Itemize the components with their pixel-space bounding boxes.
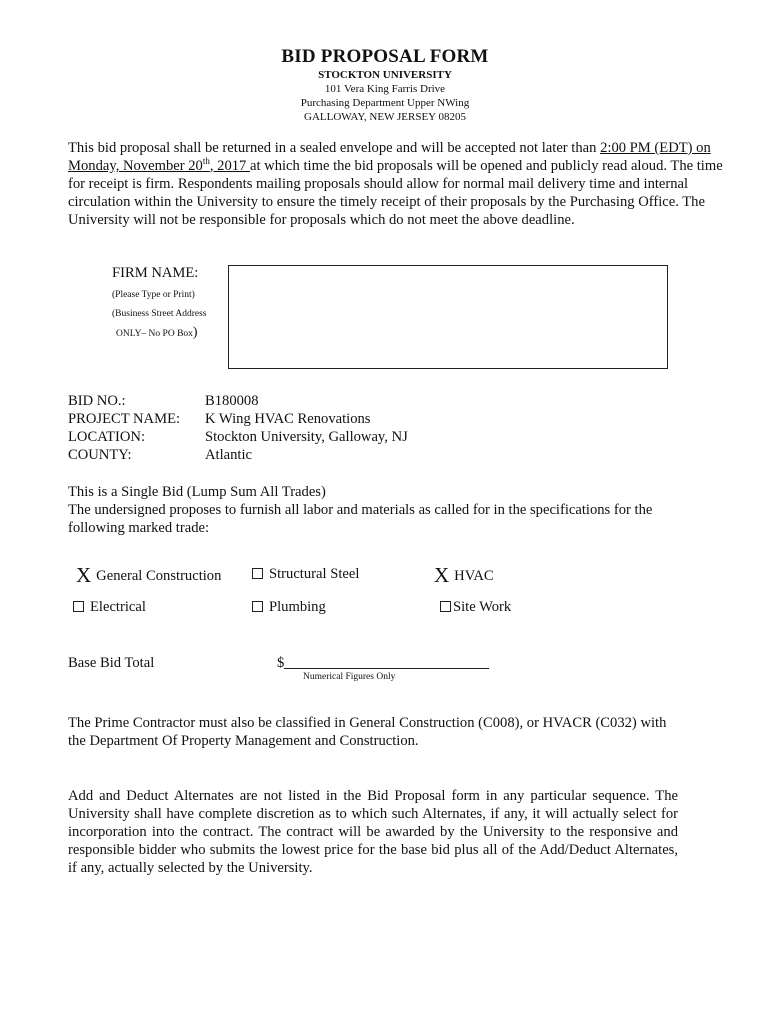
form-title: BID PROPOSAL FORM — [281, 46, 489, 67]
numerical-figures-note: Numerical Figures Only — [303, 672, 396, 682]
deadline-date: 2:00 PM (EDT) on Monday, November 20 — [68, 140, 711, 174]
trade-label: Plumbing — [269, 599, 326, 615]
location-label: LOCATION: — [68, 429, 146, 445]
checkbox-icon — [440, 601, 451, 612]
intro-text-1: This bid proposal shall be returned in a sealed envelope and will be accepted not later than — [68, 140, 601, 156]
trade-label: General Construction — [96, 568, 222, 584]
address-line-3: GALLOWAY, NEW JERSEY 08205 — [304, 111, 466, 123]
trade-label: HVAC — [454, 568, 494, 584]
currency-symbol: $ — [277, 655, 285, 671]
firm-hint-pobox-text: ONLY– No PO Box — [116, 329, 193, 339]
trade-instructions: The undersigned proposes to furnish all labor and materials as called for in the specifications for the following marked trade: — [68, 502, 653, 536]
trade-general-construction[interactable] — [76, 563, 221, 588]
firm-hint-address: (Business Street Address — [112, 309, 207, 319]
firm-hint-print: (Please Type or Print) — [112, 290, 195, 300]
x-mark-icon: X — [434, 563, 450, 587]
address-line-2: Purchasing Department Upper NWing — [300, 97, 470, 109]
deadline-suffix: th — [202, 156, 210, 167]
bid-no-label: BID NO.: — [68, 393, 126, 409]
county-label: COUNTY: — [68, 447, 132, 463]
trade-hvac[interactable] — [434, 563, 494, 588]
location-value: Stockton University, Galloway, NJ — [205, 429, 408, 445]
firm-name-label: FIRM NAME: — [112, 265, 199, 281]
trade-label: Structural Steel — [269, 566, 360, 582]
bid-no-value: B180008 — [205, 393, 259, 409]
trade-label: Electrical — [90, 599, 146, 615]
org-name: STOCKTON UNIVERSITY — [318, 69, 452, 81]
project-name-value: K Wing HVAC Renovations — [205, 411, 371, 427]
trade-structural-steel[interactable] — [252, 566, 359, 583]
x-mark-icon: X — [76, 563, 92, 587]
base-bid-input-line[interactable] — [284, 655, 489, 669]
firm-hint-pobox — [116, 325, 198, 341]
intro-text-2: at which time the bid proposals will be opened and publicly read aloud. The time for receipt is firm. Respondents mailing proposals should allow for normal mail delivery time and internal circulation within the University to ensure the timely receipt of their proposals by the Purchasing Office. The University will not be responsible for proposals which do not meet the above deadline. — [68, 158, 723, 228]
checkbox-icon — [252, 601, 263, 612]
base-bid-label: Base Bid Total — [68, 655, 155, 671]
county-value: Atlantic — [205, 447, 253, 463]
checkbox-icon — [252, 568, 263, 579]
prime-contractor-paragraph: The Prime Contractor must also be classified in General Construction (C008), or HVACR (C032) with the Department Of Property Management and Construction. — [68, 715, 667, 749]
deadline-year: , 2017 — [209, 158, 250, 174]
trade-label: Site Work — [453, 599, 512, 615]
project-name-label: PROJECT NAME: — [68, 411, 181, 427]
intro-paragraph — [68, 139, 728, 229]
base-bid-field[interactable] — [277, 655, 489, 672]
alternates-paragraph: Add and Deduct Alternates are not listed in the Bid Proposal form in any particular sequence. The University shall have complete discretion as to which such Alternates, if any, it will actually select for incorporation into the contract. The contract will be awarded by the University to the responsive and responsible bidder who submits the lowest price for the base bid plus all of the Add/Deduct Alternates, if any, actually selected by the University. — [68, 788, 678, 876]
firm-hint-paren: ) — [192, 325, 198, 340]
trade-site-work[interactable] — [440, 599, 511, 616]
trade-electrical[interactable] — [73, 599, 146, 616]
checkbox-icon — [73, 601, 84, 612]
trade-plumbing[interactable] — [252, 599, 326, 616]
address-line-1: 101 Vera King Farris Drive — [324, 83, 446, 95]
single-bid-text: This is a Single Bid (Lump Sum All Trades) — [68, 484, 326, 500]
firm-name-field[interactable] — [228, 265, 668, 369]
